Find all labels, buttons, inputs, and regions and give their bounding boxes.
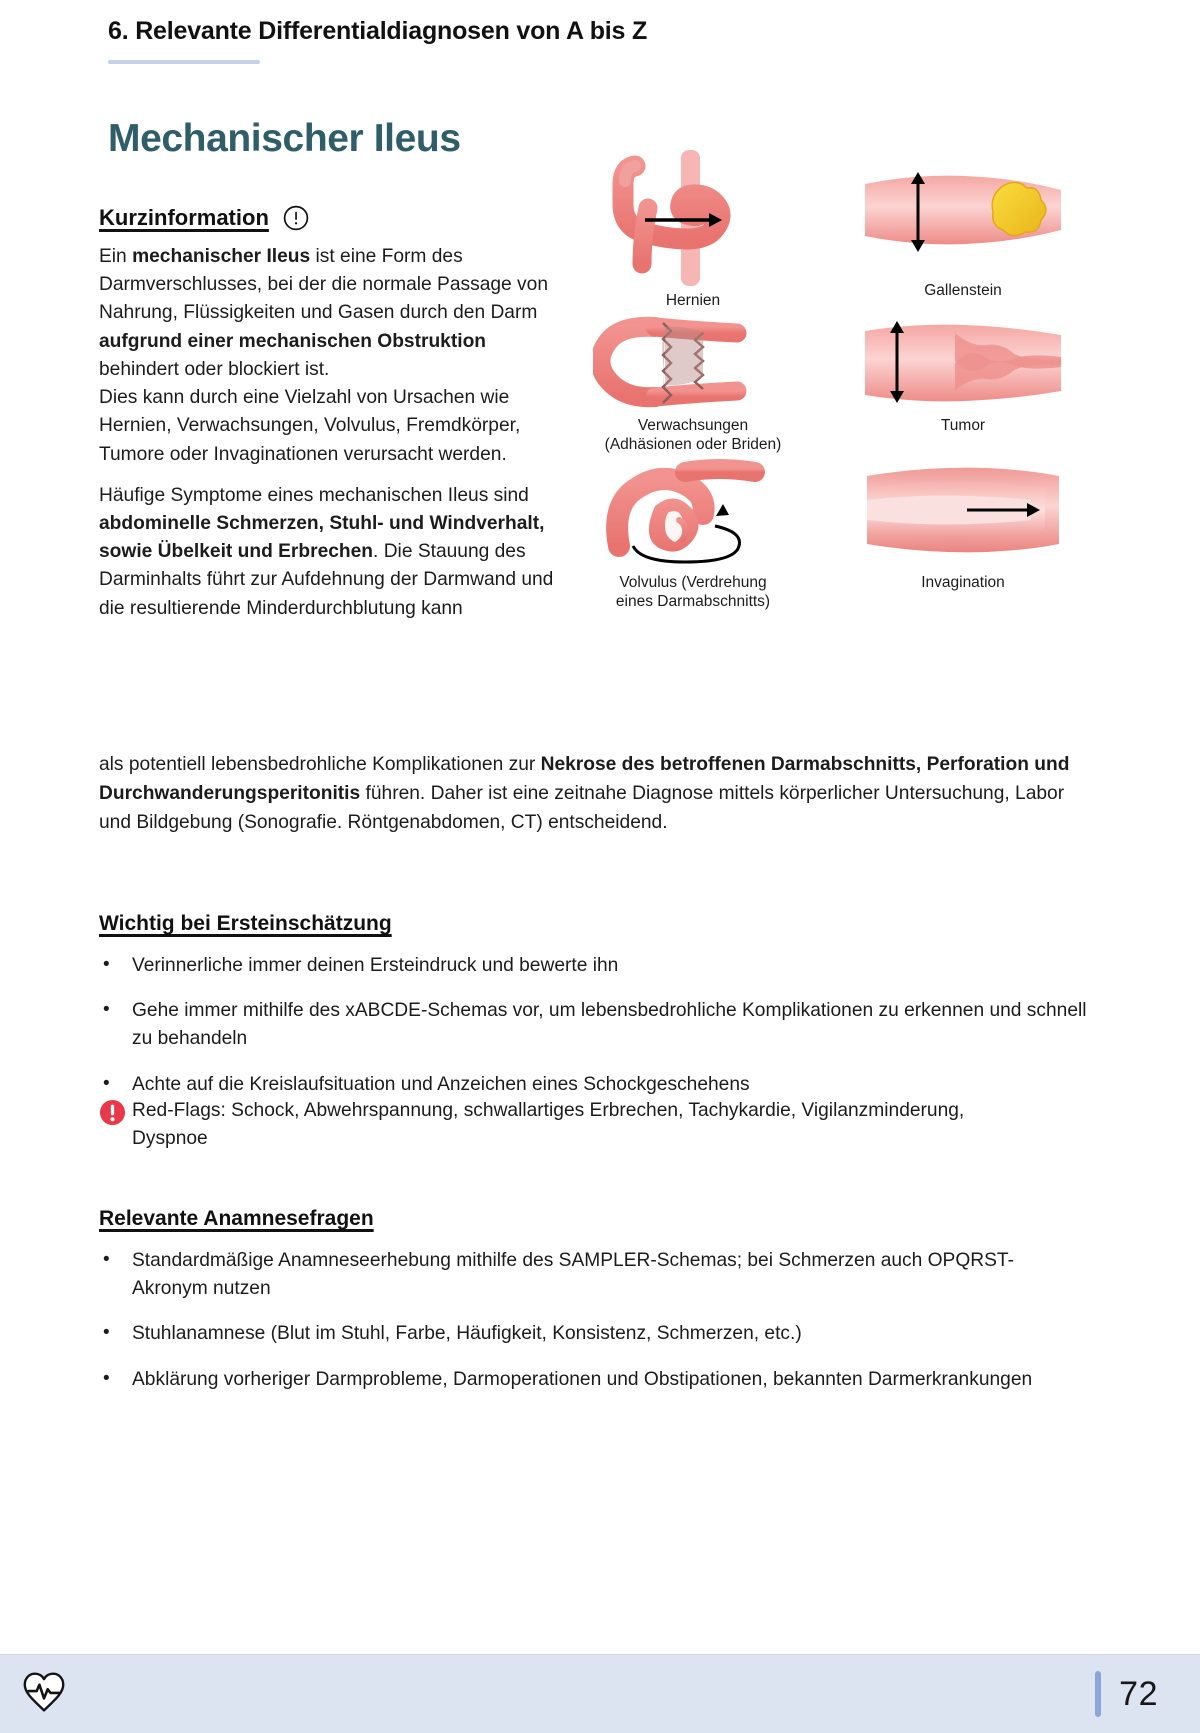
caption-line-1: Verwachsungen	[637, 417, 749, 434]
figure-caption: Invagination	[921, 574, 1005, 591]
info-circle-icon	[283, 205, 309, 231]
red-flag-exclamation-icon	[99, 1097, 126, 1131]
section-heading: Wichtig bei Ersteinschätzung	[99, 912, 392, 935]
figure-caption: Hernien	[665, 292, 721, 309]
anamnese-bullet-list	[99, 1247, 1089, 1394]
section-ersteinschaetzung	[99, 912, 1089, 1153]
list-item: • Verinnerliche immer deinen Ersteindruck und bewerte ihn	[99, 952, 1089, 980]
para1-post: behindert oder blockiert ist.	[99, 358, 330, 380]
gallstone-illustration	[863, 148, 1063, 278]
red-flags-text: Red-Flags: Schock, Abwehrspannung, schwallartiges Erbrechen, Tachykardie, Vigilanzminderung, Dyspnoe	[132, 1099, 965, 1150]
illustration-grid	[563, 148, 1093, 613]
cont-bold: Nekrose des betroffenen Darmabschnitts, Perforation und Durchwanderungsperitonitis	[99, 754, 1070, 804]
para1-pre: Ein	[99, 246, 133, 267]
kurzinformation-body	[99, 243, 561, 623]
figure-gallenstein	[833, 148, 1093, 313]
list-item: • Stuhlanamnese (Blut im Stuhl, Farbe, Häufigkeit, Konsistenz, Schmerzen, etc.)	[99, 1320, 1089, 1348]
figure-verwachsungen	[563, 313, 823, 458]
section-heading: Relevante Anamnesefragen	[99, 1207, 374, 1230]
figure-hernien	[563, 148, 823, 313]
para2-bold1: abdominelle Schmerzen, Stuhl- und Windverhalt, sowie Übelkeit und Erbrechen	[99, 512, 545, 563]
chapter-header	[108, 16, 1088, 64]
tumor-illustration	[863, 313, 1063, 413]
page-number: 72	[1119, 1674, 1158, 1713]
chapter-title: 6. Relevante Differentialdiagnosen von A bis Z	[108, 17, 648, 45]
hernia-illustration	[593, 148, 793, 288]
list-item: • Abklärung vorheriger Darmprobleme, Darmoperationen und Obstipationen, bekannten Darmerkrankungen	[99, 1366, 1089, 1394]
figure-caption: Tumor	[940, 417, 986, 434]
figure-tumor	[833, 313, 1093, 458]
list-item: • Standardmäßige Anamneseerhebung mithilfe des SAMPLER-Schemas; bei Schmerzen auch OPQRST-Akronym nutzen	[99, 1247, 1089, 1303]
chapter-rule-divider	[108, 60, 260, 64]
red-flags-row	[99, 1097, 1089, 1153]
figure-caption: Gallenstein	[924, 282, 1002, 299]
page-footer	[0, 1654, 1200, 1733]
para2-post: . Die Stauung des Darminhalts führt zur Aufdehnung der Darmwand und die resultierende Minderdurchblutung kann	[99, 541, 554, 619]
caption-line-1: Volvulus (Verdrehung	[619, 574, 767, 591]
paragraph-definition	[99, 243, 561, 469]
para1-bold1: mechanischer Ileus	[132, 246, 311, 267]
caption-line-2: eines Darmabschnitts)	[615, 592, 771, 610]
page-title: Mechanischer Ileus	[108, 117, 461, 160]
paragraph-symptome	[99, 482, 561, 623]
adhesions-illustration	[593, 313, 793, 413]
para1-mid: ist eine Form des Darmverschlusses, bei der die normale Passage von Nahrung, Flüssigkeiten und Gasen durch den Darm	[99, 246, 548, 324]
list-item: • Gehe immer mithilfe des xABCDE-Schemas vor, um lebensbedrohliche Komplikationen zu erkennen und schnell zu behandeln	[99, 997, 1089, 1053]
figure-volvulus	[563, 458, 823, 613]
para1-line2: Dies kann durch eine Vielzahl von Ursachen wie Hernien, Verwachsungen, Volvulus, Fremdkörper, Tumore oder Invaginationen verursacht werden.	[99, 387, 521, 465]
page-number-accent-bar	[1095, 1671, 1101, 1717]
cont-post: führen. Daher ist eine zeitnahe Diagnose mittels körperlicher Untersuchung, Labor und Bildgebung (Sonografie. Röntgenabdomen, CT) entscheidend.	[99, 782, 1065, 833]
paragraph-komplikationen	[99, 751, 1089, 837]
para2-pre: Häufige Symptome eines mechanischen Ileus sind	[99, 484, 529, 506]
kurzinformation-heading: Kurzinformation	[99, 205, 269, 230]
list-item: • Achte auf die Kreislaufsituation und Anzeichen eines Schockgeschehens	[99, 1071, 1089, 1099]
caption-line-2: (Adhäsionen oder Briden)	[604, 435, 782, 453]
figure-caption	[616, 574, 770, 612]
intussusception-illustration	[863, 458, 1063, 570]
para1-bold2: aufgrund einer mechanischen Obstruktion	[99, 330, 487, 352]
cont-pre: als potentiell lebensbedrohliche Komplikationen zur	[99, 754, 541, 775]
heart-pulse-logo	[0, 1670, 66, 1719]
section-anamnesefragen	[99, 1207, 1089, 1394]
ersteinschaetzung-bullet-list	[99, 952, 1089, 1099]
figure-invagination	[833, 458, 1093, 613]
kurzinformation-heading-row	[99, 205, 309, 231]
figure-caption	[605, 417, 782, 455]
volvulus-illustration	[593, 458, 793, 570]
